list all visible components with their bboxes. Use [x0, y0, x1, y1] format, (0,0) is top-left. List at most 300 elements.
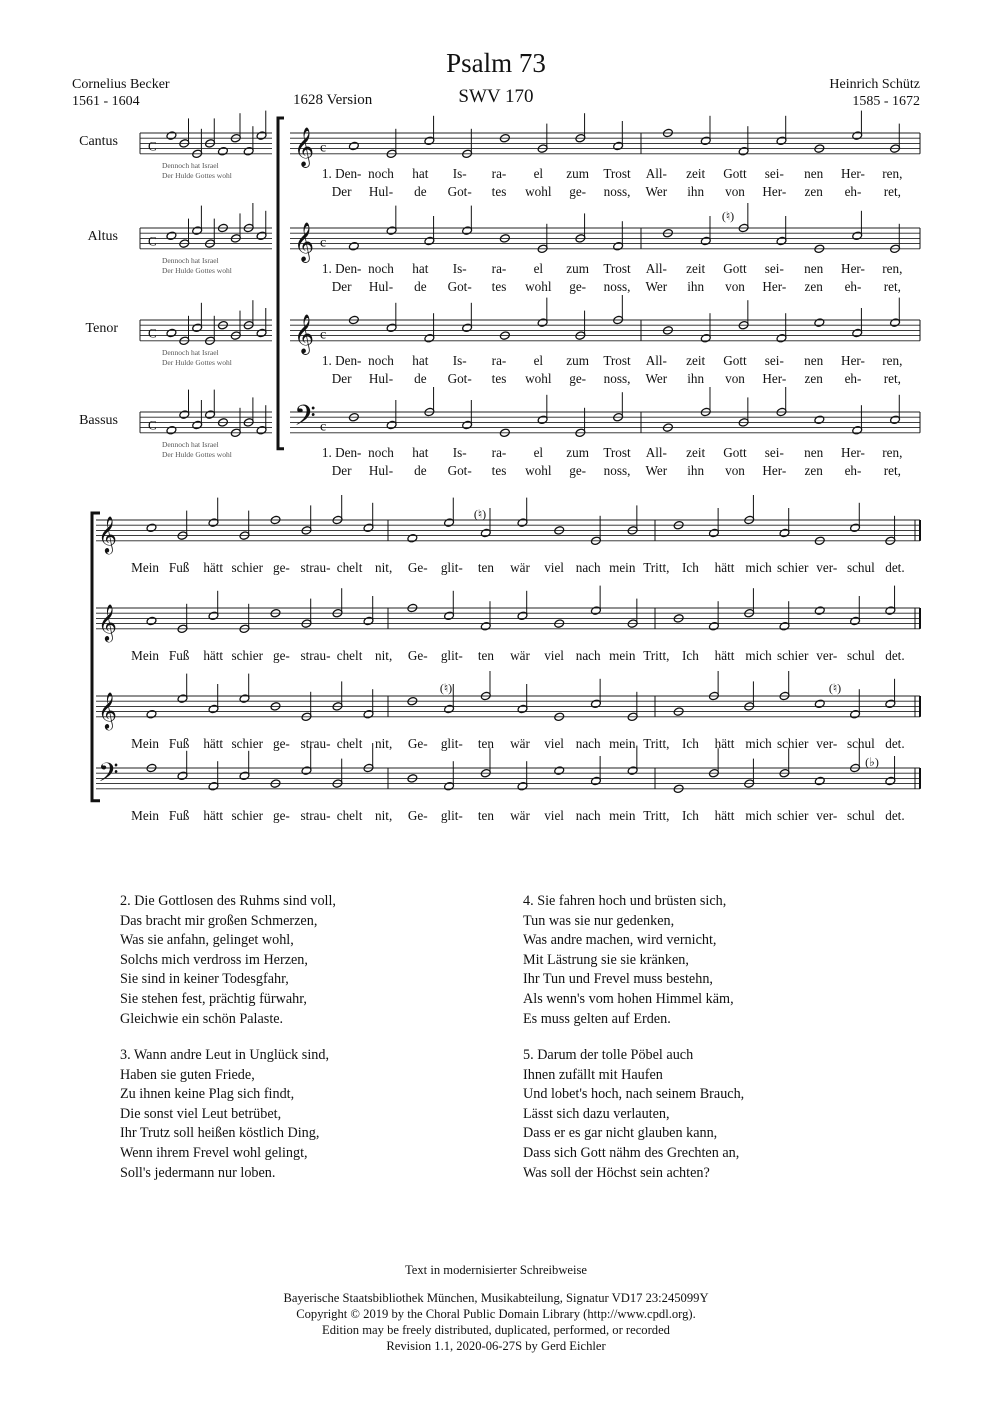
lyric-verse1: zeit	[686, 445, 706, 460]
verse-line: Lässt sich dazu verlauten,	[523, 1105, 670, 1122]
verse-line: Wenn ihrem Frevel wohl gelingt,	[120, 1144, 308, 1161]
voice-name-tenor: Tenor	[85, 321, 118, 336]
lyric-verse1: hat	[412, 166, 429, 181]
mensuration-sign: C	[148, 325, 157, 341]
verse-4	[523, 892, 734, 1029]
lyric-system2: Mein	[131, 808, 159, 823]
lyric-system2: Tritt,	[643, 648, 670, 663]
lyric-verse2: ihn	[687, 184, 705, 199]
lyric-verse2: noss,	[603, 184, 631, 199]
lyric-verse2: tes	[491, 371, 507, 386]
lyric-verse1: Is-	[452, 261, 467, 276]
editorial-natural: (♮)	[439, 681, 453, 695]
lyric-system2: chelt	[336, 736, 363, 751]
lyric-verse2: ihn	[687, 371, 705, 386]
lyric-verse1: ren,	[882, 445, 903, 460]
lyric-verse1: ra-	[491, 261, 507, 276]
catalog-number: SWV 170	[458, 86, 534, 107]
lyric-verse1: ra-	[491, 445, 507, 460]
lyric-system2: ten	[477, 648, 494, 663]
lyric-verse1: 1. Den-	[321, 445, 362, 460]
lyric-system2: Tritt,	[643, 736, 670, 751]
lyric-verse1: el	[533, 353, 544, 368]
lyric-verse2: eh-	[844, 371, 862, 386]
incipit-note	[166, 328, 177, 338]
lyric-system2: Ich	[682, 808, 699, 823]
verse-line: 5. Darum der tolle Pöbel auch	[523, 1047, 694, 1063]
lyric-verse1: el	[533, 445, 544, 460]
time-signature: c	[320, 327, 327, 343]
lyric-system2: wär	[510, 560, 530, 575]
staff-cantus-note	[146, 523, 157, 533]
lyric-system2: ge-	[272, 560, 290, 575]
verse-2	[120, 892, 336, 1029]
lyric-verse1: zum	[566, 261, 590, 276]
incipit-note	[217, 146, 228, 156]
lyric-system2: nach	[575, 808, 601, 823]
lyric-system2: Fuß	[168, 808, 190, 823]
lyric-verse1: Is-	[452, 353, 467, 368]
incipit-note	[166, 131, 177, 141]
lyric-verse2: von	[725, 463, 745, 478]
lyric-verse1: zeit	[686, 261, 706, 276]
verse-line: Und lobet's hoch, nach seinem Brauch,	[523, 1086, 745, 1103]
lyric-system2: glit-	[440, 736, 463, 751]
verse-line: 2. Die Gottlosen des Ruhms sind voll,	[120, 893, 336, 909]
system-bracket	[278, 118, 284, 449]
lyric-verse2: Got-	[447, 463, 472, 478]
treble-clef-icon: 𝄞	[98, 691, 117, 728]
lyric-verse1: All-	[645, 261, 667, 276]
lyric-verse2: ge-	[569, 371, 587, 386]
mensuration-sign: C	[148, 233, 157, 249]
lyric-system2: hätt	[714, 736, 735, 751]
lyric-system2: Ich	[682, 560, 699, 575]
lyric-system2: ver-	[816, 560, 838, 575]
lyric-verse2: Got-	[447, 279, 472, 294]
verse-line: Haben sie guten Friede,	[120, 1066, 255, 1083]
verse-line: Das bracht mir großen Schmerzen,	[120, 912, 318, 929]
lyric-verse1: 1. Den-	[321, 261, 362, 276]
lyric-verse2: von	[725, 371, 745, 386]
lyric-verse1: Is-	[452, 445, 467, 460]
staff-tenor-note	[814, 699, 825, 709]
lyric-system2: schul	[846, 736, 875, 751]
lyric-system2: schier	[776, 648, 809, 663]
lyric-verse1: Trost	[603, 445, 631, 460]
lyric-verse2: eh-	[844, 463, 862, 478]
incipit-text: Der Hulde Gottes wohl	[162, 266, 232, 275]
verse-line: Mit Lästrung sie sie kränken,	[523, 951, 689, 968]
composer-dates: 1585 - 1672	[852, 94, 920, 109]
lyric-system2: schier	[231, 648, 264, 663]
lyric-verse2: noss,	[603, 371, 631, 386]
editorial-natural: (♮)	[828, 681, 842, 695]
lyric-verse1: Her-	[841, 261, 865, 276]
lyric-system2: chelt	[336, 808, 363, 823]
lyric-verse1: Gott	[723, 445, 747, 460]
lyric-verse1: zum	[566, 166, 590, 181]
lyric-system2: nit,	[375, 648, 393, 663]
incipit-note	[166, 231, 177, 241]
time-signature: c	[320, 419, 327, 435]
lyric-system2: hätt	[714, 808, 735, 823]
lyric-system2: strau-	[300, 808, 331, 823]
lyric-verse2: Hul-	[368, 463, 394, 478]
lyric-verse1: All-	[645, 353, 667, 368]
lyric-system2: hätt	[714, 560, 735, 575]
lyric-verse2: Her-	[762, 463, 787, 478]
lyric-system2: nit,	[375, 808, 393, 823]
verse-line: Ihnen zufällt mit Haufen	[523, 1066, 663, 1083]
lyric-system2: ge-	[272, 808, 290, 823]
lyric-system2: ver-	[816, 808, 838, 823]
lyric-verse1: zum	[566, 353, 590, 368]
lyric-verse1: Trost	[603, 166, 631, 181]
treble-clef-icon: 𝄞	[98, 603, 117, 640]
lyric-verse1: zeit	[686, 166, 706, 181]
lyric-system2: mich	[745, 648, 772, 663]
lyric-system2: viel	[544, 648, 564, 663]
lyric-system2: hätt	[203, 736, 224, 751]
lyric-verse2: zen	[804, 184, 823, 199]
lyric-verse1: noch	[368, 353, 394, 368]
treble-clef-icon: 𝄞	[294, 128, 315, 166]
footer-credits	[0, 1290, 992, 1354]
lyric-verse2: Hul-	[368, 371, 394, 386]
lyric-system2: mein	[609, 736, 636, 751]
staff-bassus-note	[814, 415, 825, 425]
incipit-text: Dennoch hat Israel	[162, 348, 219, 357]
verse-line: Ihr Trutz soll heißen köstlich Ding,	[120, 1125, 320, 1142]
staff-cantus-note	[348, 141, 359, 151]
lyric-system2: glit-	[440, 648, 463, 663]
lyric-verse1: hat	[412, 261, 429, 276]
lyric-system2: det.	[885, 648, 905, 663]
lyric-system2: schul	[846, 648, 875, 663]
verse-line: Tun was sie nur gedenken,	[523, 912, 675, 929]
lyric-verse2: zen	[804, 279, 823, 294]
voice-name-cantus: Cantus	[79, 134, 118, 149]
voice-name-bassus: Bassus	[79, 413, 118, 428]
staff-cantus-note	[407, 533, 418, 543]
lyric-system2: det.	[885, 736, 905, 751]
staff-altus-note	[814, 606, 825, 616]
lyric-system2: ten	[477, 808, 494, 823]
lyric-verse1: noch	[368, 445, 394, 460]
lyric-verse1: ren,	[882, 353, 903, 368]
lyric-system2: ge-	[272, 648, 290, 663]
lyric-system2: hätt	[714, 648, 735, 663]
lyric-verse1: el	[533, 166, 544, 181]
footer-revision: Revision 1.1, 2020-06-27S by Gerd Eichler	[386, 1339, 606, 1353]
verse-line: Solchs mich verdross im Herzen,	[120, 951, 308, 968]
lyric-verse2: Wer	[645, 463, 668, 478]
lyric-system2: schier	[231, 560, 264, 575]
lyric-system2: schier	[776, 808, 809, 823]
lyric-verse1: el	[533, 261, 544, 276]
lyric-system2: nach	[575, 560, 601, 575]
footer-license: Edition may be freely distributed, duplicated, performed, or recorded	[322, 1323, 670, 1337]
mensuration-sign: C	[148, 417, 157, 433]
lyric-verse2: Wer	[645, 371, 668, 386]
lyric-verse2: wohl	[525, 463, 552, 478]
verse-line: Ihr Tun und Frevel muss bestehn,	[523, 971, 713, 988]
lyric-system2: nach	[575, 648, 601, 663]
lyric-verse1: zeit	[686, 353, 706, 368]
lyric-verse1: ren,	[882, 166, 903, 181]
verse-line: Dass er es gar nicht glauben kann,	[523, 1125, 718, 1142]
lyric-verse2: de	[414, 184, 427, 199]
verse-line: Dass sich Gott nähm des Grechten an,	[523, 1144, 740, 1161]
lyric-system2: chelt	[336, 560, 363, 575]
lyric-verse1: zum	[566, 445, 590, 460]
lyric-verse1: Gott	[723, 261, 747, 276]
lyric-verse2: de	[414, 463, 427, 478]
lyric-system2: Ge-	[407, 648, 428, 663]
lyric-verse1: hat	[412, 353, 429, 368]
verse-line: Zu ihnen keine Plag sich findt,	[120, 1086, 295, 1103]
staff-tenor-note	[146, 709, 157, 719]
editorial-flat: (♭)	[865, 755, 879, 769]
lyric-verse2: ret,	[883, 184, 901, 199]
lyric-system2: hätt	[203, 560, 224, 575]
lyric-system2: wär	[510, 808, 530, 823]
lyric-system2: wär	[510, 736, 530, 751]
incipit-text: Der Hulde Gottes wohl	[162, 171, 232, 180]
lyric-verse2: Der	[331, 463, 352, 478]
lyric-verse1: Her-	[841, 166, 865, 181]
lyric-verse1: sei-	[764, 261, 784, 276]
lyric-verse1: sei-	[764, 353, 784, 368]
verse-line: 3. Wann andre Leut in Unglück sind,	[120, 1047, 330, 1063]
staff-tenor-note	[814, 318, 825, 328]
lyric-system2: det.	[885, 560, 905, 575]
lyric-verse2: tes	[491, 184, 507, 199]
page-title: Psalm 73	[446, 48, 546, 78]
lyric-verse1: 1. Den-	[321, 166, 362, 181]
verse-line: Gleichwie ein schön Palaste.	[120, 1010, 284, 1027]
lyric-system2: Ge-	[407, 736, 428, 751]
lyric-verse1: Her-	[841, 353, 865, 368]
lyric-system2: wär	[510, 648, 530, 663]
incipit-note	[166, 425, 177, 435]
lyric-verse2: Der	[331, 279, 352, 294]
lyric-verse2: Wer	[645, 279, 668, 294]
lyric-verse2: wohl	[525, 279, 552, 294]
lyric-verse2: tes	[491, 279, 507, 294]
lyric-verse2: ihn	[687, 279, 705, 294]
lyric-system2: Fuß	[168, 736, 190, 751]
lyric-verse2: eh-	[844, 279, 862, 294]
verse-line: Sie stehen fest, prächtig fürwahr,	[120, 990, 307, 1007]
lyric-verse1: Gott	[723, 166, 747, 181]
lyric-system2: Tritt,	[643, 560, 670, 575]
verse-line: Die sonst viel Leut betrübet,	[120, 1105, 282, 1122]
poet-dates: 1561 - 1604	[72, 94, 140, 109]
lyric-system2: Mein	[131, 560, 159, 575]
lyric-system2: hätt	[203, 808, 224, 823]
incipit-text: Dennoch hat Israel	[162, 440, 219, 449]
lyric-verse1: Her-	[841, 445, 865, 460]
lyric-verse2: Der	[331, 371, 352, 386]
lyric-verse2: eh-	[844, 184, 862, 199]
voice-name-altus: Altus	[87, 229, 118, 244]
lyric-system2: mein	[609, 560, 636, 575]
lyric-verse2: Hul-	[368, 279, 394, 294]
lyric-system2: schul	[846, 560, 875, 575]
lyric-system2: strau-	[300, 736, 331, 751]
lyric-system2: Ge-	[407, 808, 428, 823]
lyric-verse2: zen	[804, 463, 823, 478]
treble-clef-icon: 𝄞	[294, 315, 315, 353]
staff-bassus-note	[814, 776, 825, 786]
lyric-verse2: Der	[331, 184, 352, 199]
lyric-verse2: ret,	[883, 371, 901, 386]
lyric-verse2: de	[414, 279, 427, 294]
time-signature: c	[320, 140, 327, 156]
lyric-verse2: wohl	[525, 371, 552, 386]
lyric-verse2: ret,	[883, 279, 901, 294]
lyric-verse1: Trost	[603, 261, 631, 276]
lyric-verse2: Got-	[447, 371, 472, 386]
lyric-verse2: ret,	[883, 463, 901, 478]
lyric-system2: mein	[609, 808, 636, 823]
lyric-verse2: de	[414, 371, 427, 386]
lyric-verse2: Her-	[762, 184, 787, 199]
verse-3	[120, 1046, 329, 1183]
poet-name: Cornelius Becker	[72, 77, 170, 92]
lyric-verse2: ge-	[569, 184, 587, 199]
treble-clef-icon: 𝄞	[294, 223, 315, 261]
bass-clef-icon: 𝄢	[294, 401, 316, 439]
lyric-system2: ver-	[816, 648, 838, 663]
verse-line: Was soll der Höchst sein achten?	[523, 1164, 710, 1181]
lyric-verse1: sei-	[764, 166, 784, 181]
lyric-system2: viel	[544, 560, 564, 575]
version-label: 1628 Version	[293, 92, 373, 108]
lyric-system2: schul	[846, 808, 875, 823]
lyric-verse1: ren,	[882, 261, 903, 276]
verse-line: Was sie anfahn, gelinget wohl,	[120, 932, 294, 949]
lyric-verse2: von	[725, 279, 745, 294]
lyric-system2: hätt	[203, 648, 224, 663]
lyric-verse2: ge-	[569, 279, 587, 294]
incipit-text: Dennoch hat Israel	[162, 256, 219, 265]
lyric-system2: glit-	[440, 560, 463, 575]
verse-5	[523, 1046, 744, 1183]
lyric-verse1: nen	[804, 261, 824, 276]
lyric-verse2: zen	[804, 371, 823, 386]
lyric-verse2: noss,	[603, 463, 631, 478]
lyric-system2: Mein	[131, 736, 159, 751]
lyric-system2: mich	[745, 560, 772, 575]
lyric-system2: strau-	[300, 560, 331, 575]
verse-line: Was andre machen, wird vernicht,	[523, 932, 717, 949]
lyric-verse2: Hul-	[368, 184, 394, 199]
lyric-verse1: sei-	[764, 445, 784, 460]
lyric-verse2: tes	[491, 463, 507, 478]
editorial-natural: (♮)	[721, 209, 735, 223]
lyric-verse1: All-	[645, 166, 667, 181]
lyric-verse2: noss,	[603, 279, 631, 294]
lyric-system2: viel	[544, 808, 564, 823]
lyric-system2: ten	[477, 560, 494, 575]
lyric-system2: det.	[885, 808, 905, 823]
lyric-system2: mich	[745, 736, 772, 751]
composer-name: Heinrich Schütz	[829, 77, 920, 92]
lyric-verse1: noch	[368, 261, 394, 276]
lyric-verse2: Wer	[645, 184, 668, 199]
staff-altus-note	[146, 616, 157, 626]
lyric-verse1: ra-	[491, 166, 507, 181]
verse-line: Als wenn's vom hohen Himmel käm,	[523, 990, 734, 1007]
lyric-system2: schier	[776, 560, 809, 575]
lyric-system2: Fuß	[168, 560, 190, 575]
lyric-system2: nit,	[375, 560, 393, 575]
footer-note: Text in modernisierter Schreibweise	[404, 1263, 588, 1277]
lyric-verse2: Her-	[762, 279, 787, 294]
verse-line: Sie sind in keiner Todesgfahr,	[120, 971, 289, 988]
lyric-system2: chelt	[336, 648, 363, 663]
lyric-verse1: 1. Den-	[321, 353, 362, 368]
lyric-system2: ten	[477, 736, 494, 751]
lyric-system2: Tritt,	[643, 808, 670, 823]
treble-clef-icon: 𝄞	[98, 515, 117, 552]
mensuration-sign: C	[148, 138, 157, 154]
staff-bassus-note	[554, 766, 565, 776]
verse-line: Es muss gelten auf Erden.	[523, 1010, 671, 1027]
lyric-system2: schier	[231, 736, 264, 751]
time-signature: c	[320, 235, 327, 251]
lyric-verse1: All-	[645, 445, 667, 460]
verse-line: 4. Sie fahren hoch und brüsten sich,	[523, 893, 727, 909]
lyric-verse1: Trost	[603, 353, 631, 368]
lyric-verse2: von	[725, 184, 745, 199]
bass-clef-icon: 𝄢	[98, 757, 119, 794]
incipit-text: Der Hulde Gottes wohl	[162, 450, 232, 459]
lyric-system2: nach	[575, 736, 601, 751]
lyric-system2: viel	[544, 736, 564, 751]
lyric-verse1: Is-	[452, 166, 467, 181]
lyric-system2: Ich	[682, 736, 699, 751]
lyric-verse2: wohl	[525, 184, 552, 199]
lyric-verse2: ihn	[687, 463, 705, 478]
lyric-system2: schier	[776, 736, 809, 751]
lyric-system2: strau-	[300, 648, 331, 663]
lyric-system2: Ge-	[407, 560, 428, 575]
lyric-verse2: Got-	[447, 184, 472, 199]
incipit-text: Dennoch hat Israel	[162, 161, 219, 170]
lyric-system2: Fuß	[168, 648, 190, 663]
lyric-verse1: hat	[412, 445, 429, 460]
lyric-verse2: ge-	[569, 463, 587, 478]
footer-copyright: Copyright © 2019 by the Choral Public Domain Library (http://www.cpdl.org).	[296, 1307, 696, 1321]
editorial-natural: (♮)	[473, 507, 487, 521]
lyric-verse1: nen	[804, 445, 824, 460]
lyric-system2: schier	[231, 808, 264, 823]
incipit-text: Der Hulde Gottes wohl	[162, 358, 232, 367]
lyric-verse2: Her-	[762, 371, 787, 386]
lyric-system2: mich	[745, 808, 772, 823]
staff-altus-note	[348, 241, 359, 251]
lyric-system2: Mein	[131, 648, 159, 663]
lyric-verse1: ra-	[491, 353, 507, 368]
lyric-verse1: nen	[804, 353, 824, 368]
lyric-system2: ver-	[816, 736, 838, 751]
lyric-system2: mein	[609, 648, 636, 663]
footer-source: Bayerische Staatsbibliothek München, Musikabteilung, Signatur VD17 23:245099Y	[283, 1291, 709, 1305]
